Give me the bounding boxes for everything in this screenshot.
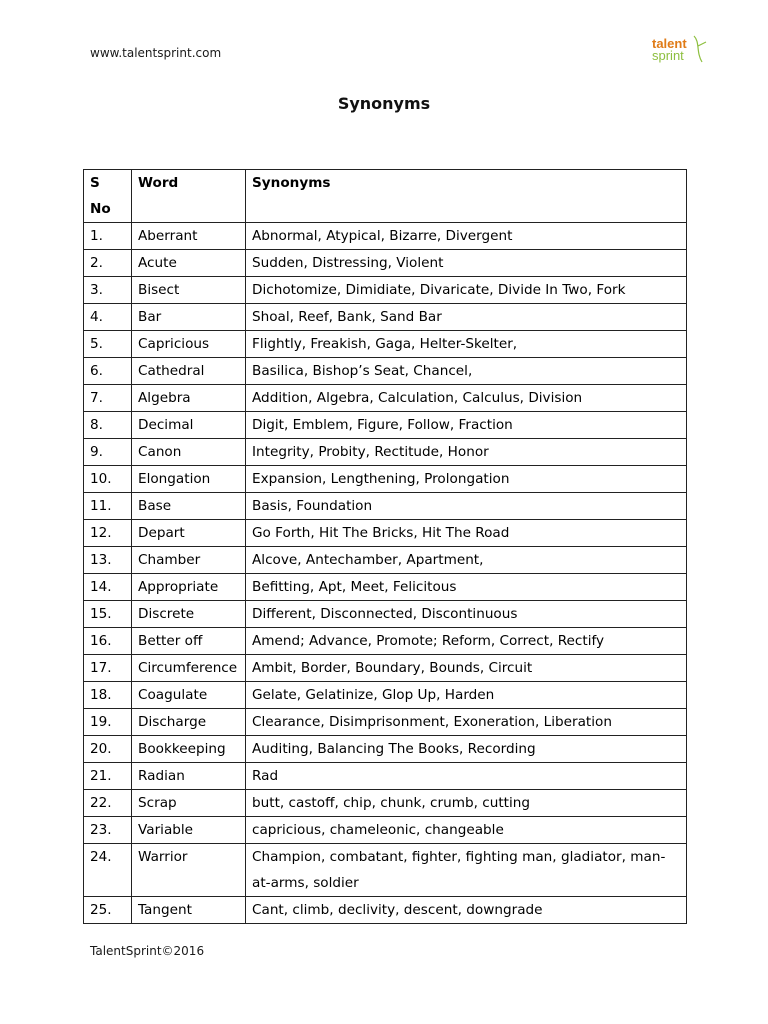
- cell-synonyms: butt, castoff, chip, chunk, crumb, cutting: [246, 790, 687, 817]
- cell-sno: 1.: [84, 223, 132, 250]
- cell-sno: 17.: [84, 655, 132, 682]
- cell-synonyms: Addition, Algebra, Calculation, Calculus, Division: [246, 385, 687, 412]
- table-row: [84, 520, 687, 547]
- cell-word: Base: [132, 493, 246, 520]
- cell-word: Discharge: [132, 709, 246, 736]
- cell-synonyms: Gelate, Gelatinize, Glop Up, Harden: [246, 682, 687, 709]
- cell-synonyms: Dichotomize, Dimidiate, Divaricate, Divide In Two, Fork: [246, 277, 687, 304]
- cell-word: Aberrant: [132, 223, 246, 250]
- cell-word: Bisect: [132, 277, 246, 304]
- cell-word: Bar: [132, 304, 246, 331]
- cell-synonyms: Integrity, Probity, Rectitude, Honor: [246, 439, 687, 466]
- cell-word: Depart: [132, 520, 246, 547]
- table-row: [84, 709, 687, 736]
- cell-synonyms: Befitting, Apt, Meet, Felicitous: [246, 574, 687, 601]
- cell-word: Elongation: [132, 466, 246, 493]
- cell-sno: 21.: [84, 763, 132, 790]
- table-row: [84, 466, 687, 493]
- table-row: [84, 601, 687, 628]
- cell-synonyms: Amend; Advance, Promote; Reform, Correct, Rectify: [246, 628, 687, 655]
- cell-synonyms: Ambit, Border, Boundary, Bounds, Circuit: [246, 655, 687, 682]
- cell-word: Acute: [132, 250, 246, 277]
- cell-synonyms: Digit, Emblem, Figure, Follow, Fraction: [246, 412, 687, 439]
- cell-sno: 19.: [84, 709, 132, 736]
- cell-synonyms: Alcove, Antechamber, Apartment,: [246, 547, 687, 574]
- header-sno: S No: [84, 170, 132, 223]
- cell-sno: 11.: [84, 493, 132, 520]
- table-row: [84, 736, 687, 763]
- cell-synonyms: Cant, climb, declivity, descent, downgrade: [246, 897, 687, 924]
- cell-sno: 3.: [84, 277, 132, 304]
- cell-word: Variable: [132, 817, 246, 844]
- cell-sno: 10.: [84, 466, 132, 493]
- cell-synonyms: Go Forth, Hit The Bricks, Hit The Road: [246, 520, 687, 547]
- table-row: [84, 628, 687, 655]
- cell-word: Decimal: [132, 412, 246, 439]
- table-row: [84, 304, 687, 331]
- cell-synonyms: Basis, Foundation: [246, 493, 687, 520]
- table-row: [84, 385, 687, 412]
- cell-synonyms: Shoal, Reef, Bank, Sand Bar: [246, 304, 687, 331]
- cell-synonyms: Auditing, Balancing The Books, Recording: [246, 736, 687, 763]
- table-row: [84, 331, 687, 358]
- cell-sno: 12.: [84, 520, 132, 547]
- cell-word: Canon: [132, 439, 246, 466]
- cell-word: Scrap: [132, 790, 246, 817]
- svg-text:talent: talent: [652, 36, 687, 51]
- table-row: [84, 223, 687, 250]
- cell-synonyms: Sudden, Distressing, Violent: [246, 250, 687, 277]
- cell-word: Radian: [132, 763, 246, 790]
- cell-synonyms: Basilica, Bishop’s Seat, Chancel,: [246, 358, 687, 385]
- footer-copyright: TalentSprint©2016: [90, 944, 205, 958]
- cell-synonyms: Clearance, Disimprisonment, Exoneration, Liberation: [246, 709, 687, 736]
- cell-sno: 16.: [84, 628, 132, 655]
- cell-sno: 20.: [84, 736, 132, 763]
- cell-sno: 14.: [84, 574, 132, 601]
- table-row: [84, 412, 687, 439]
- cell-sno: 4.: [84, 304, 132, 331]
- svg-text:sprint: sprint: [652, 48, 684, 63]
- cell-synonyms: Champion, combatant, fighter, fighting man, gladiator, man-at-arms, soldier: [246, 844, 687, 897]
- header-word: Word: [132, 170, 246, 223]
- table-row: [84, 655, 687, 682]
- cell-word: Chamber: [132, 547, 246, 574]
- table-row: [84, 790, 687, 817]
- table-row: [84, 817, 687, 844]
- cell-synonyms: Abnormal, Atypical, Bizarre, Divergent: [246, 223, 687, 250]
- cell-sno: 25.: [84, 897, 132, 924]
- talentsprint-logo: [650, 32, 710, 68]
- cell-word: Discrete: [132, 601, 246, 628]
- cell-sno: 22.: [84, 790, 132, 817]
- cell-sno: 6.: [84, 358, 132, 385]
- table-row: [84, 250, 687, 277]
- cell-word: Bookkeeping: [132, 736, 246, 763]
- table-row: [84, 574, 687, 601]
- header-synonyms: Synonyms: [246, 170, 687, 223]
- cell-synonyms: capricious, chameleonic, changeable: [246, 817, 687, 844]
- table-row: [84, 493, 687, 520]
- table-row: [84, 763, 687, 790]
- cell-word: Warrior: [132, 844, 246, 897]
- synonyms-table: [83, 169, 687, 924]
- page-title: Synonyms: [337, 94, 431, 113]
- table-row: [84, 439, 687, 466]
- cell-word: Circumference: [132, 655, 246, 682]
- cell-synonyms: Rad: [246, 763, 687, 790]
- table-row: [84, 547, 687, 574]
- cell-sno: 24.: [84, 844, 132, 897]
- table-row: [84, 897, 687, 924]
- cell-sno: 5.: [84, 331, 132, 358]
- table-row: [84, 682, 687, 709]
- cell-word: Tangent: [132, 897, 246, 924]
- table-row: [84, 358, 687, 385]
- cell-word: Coagulate: [132, 682, 246, 709]
- cell-sno: 9.: [84, 439, 132, 466]
- cell-synonyms: Flightly, Freakish, Gaga, Helter-Skelter,: [246, 331, 687, 358]
- cell-sno: 13.: [84, 547, 132, 574]
- table-header-row: [84, 170, 687, 223]
- cell-word: Cathedral: [132, 358, 246, 385]
- cell-sno: 23.: [84, 817, 132, 844]
- cell-synonyms: Expansion, Lengthening, Prolongation: [246, 466, 687, 493]
- table-row: [84, 844, 687, 897]
- cell-synonyms: Different, Disconnected, Discontinuous: [246, 601, 687, 628]
- cell-word: Better off: [132, 628, 246, 655]
- cell-word: Appropriate: [132, 574, 246, 601]
- cell-sno: 18.: [84, 682, 132, 709]
- cell-sno: 2.: [84, 250, 132, 277]
- cell-sno: 8.: [84, 412, 132, 439]
- cell-word: Capricious: [132, 331, 246, 358]
- cell-sno: 15.: [84, 601, 132, 628]
- cell-sno: 7.: [84, 385, 132, 412]
- header-url: www.talentsprint.com: [90, 46, 222, 60]
- cell-word: Algebra: [132, 385, 246, 412]
- table-row: [84, 277, 687, 304]
